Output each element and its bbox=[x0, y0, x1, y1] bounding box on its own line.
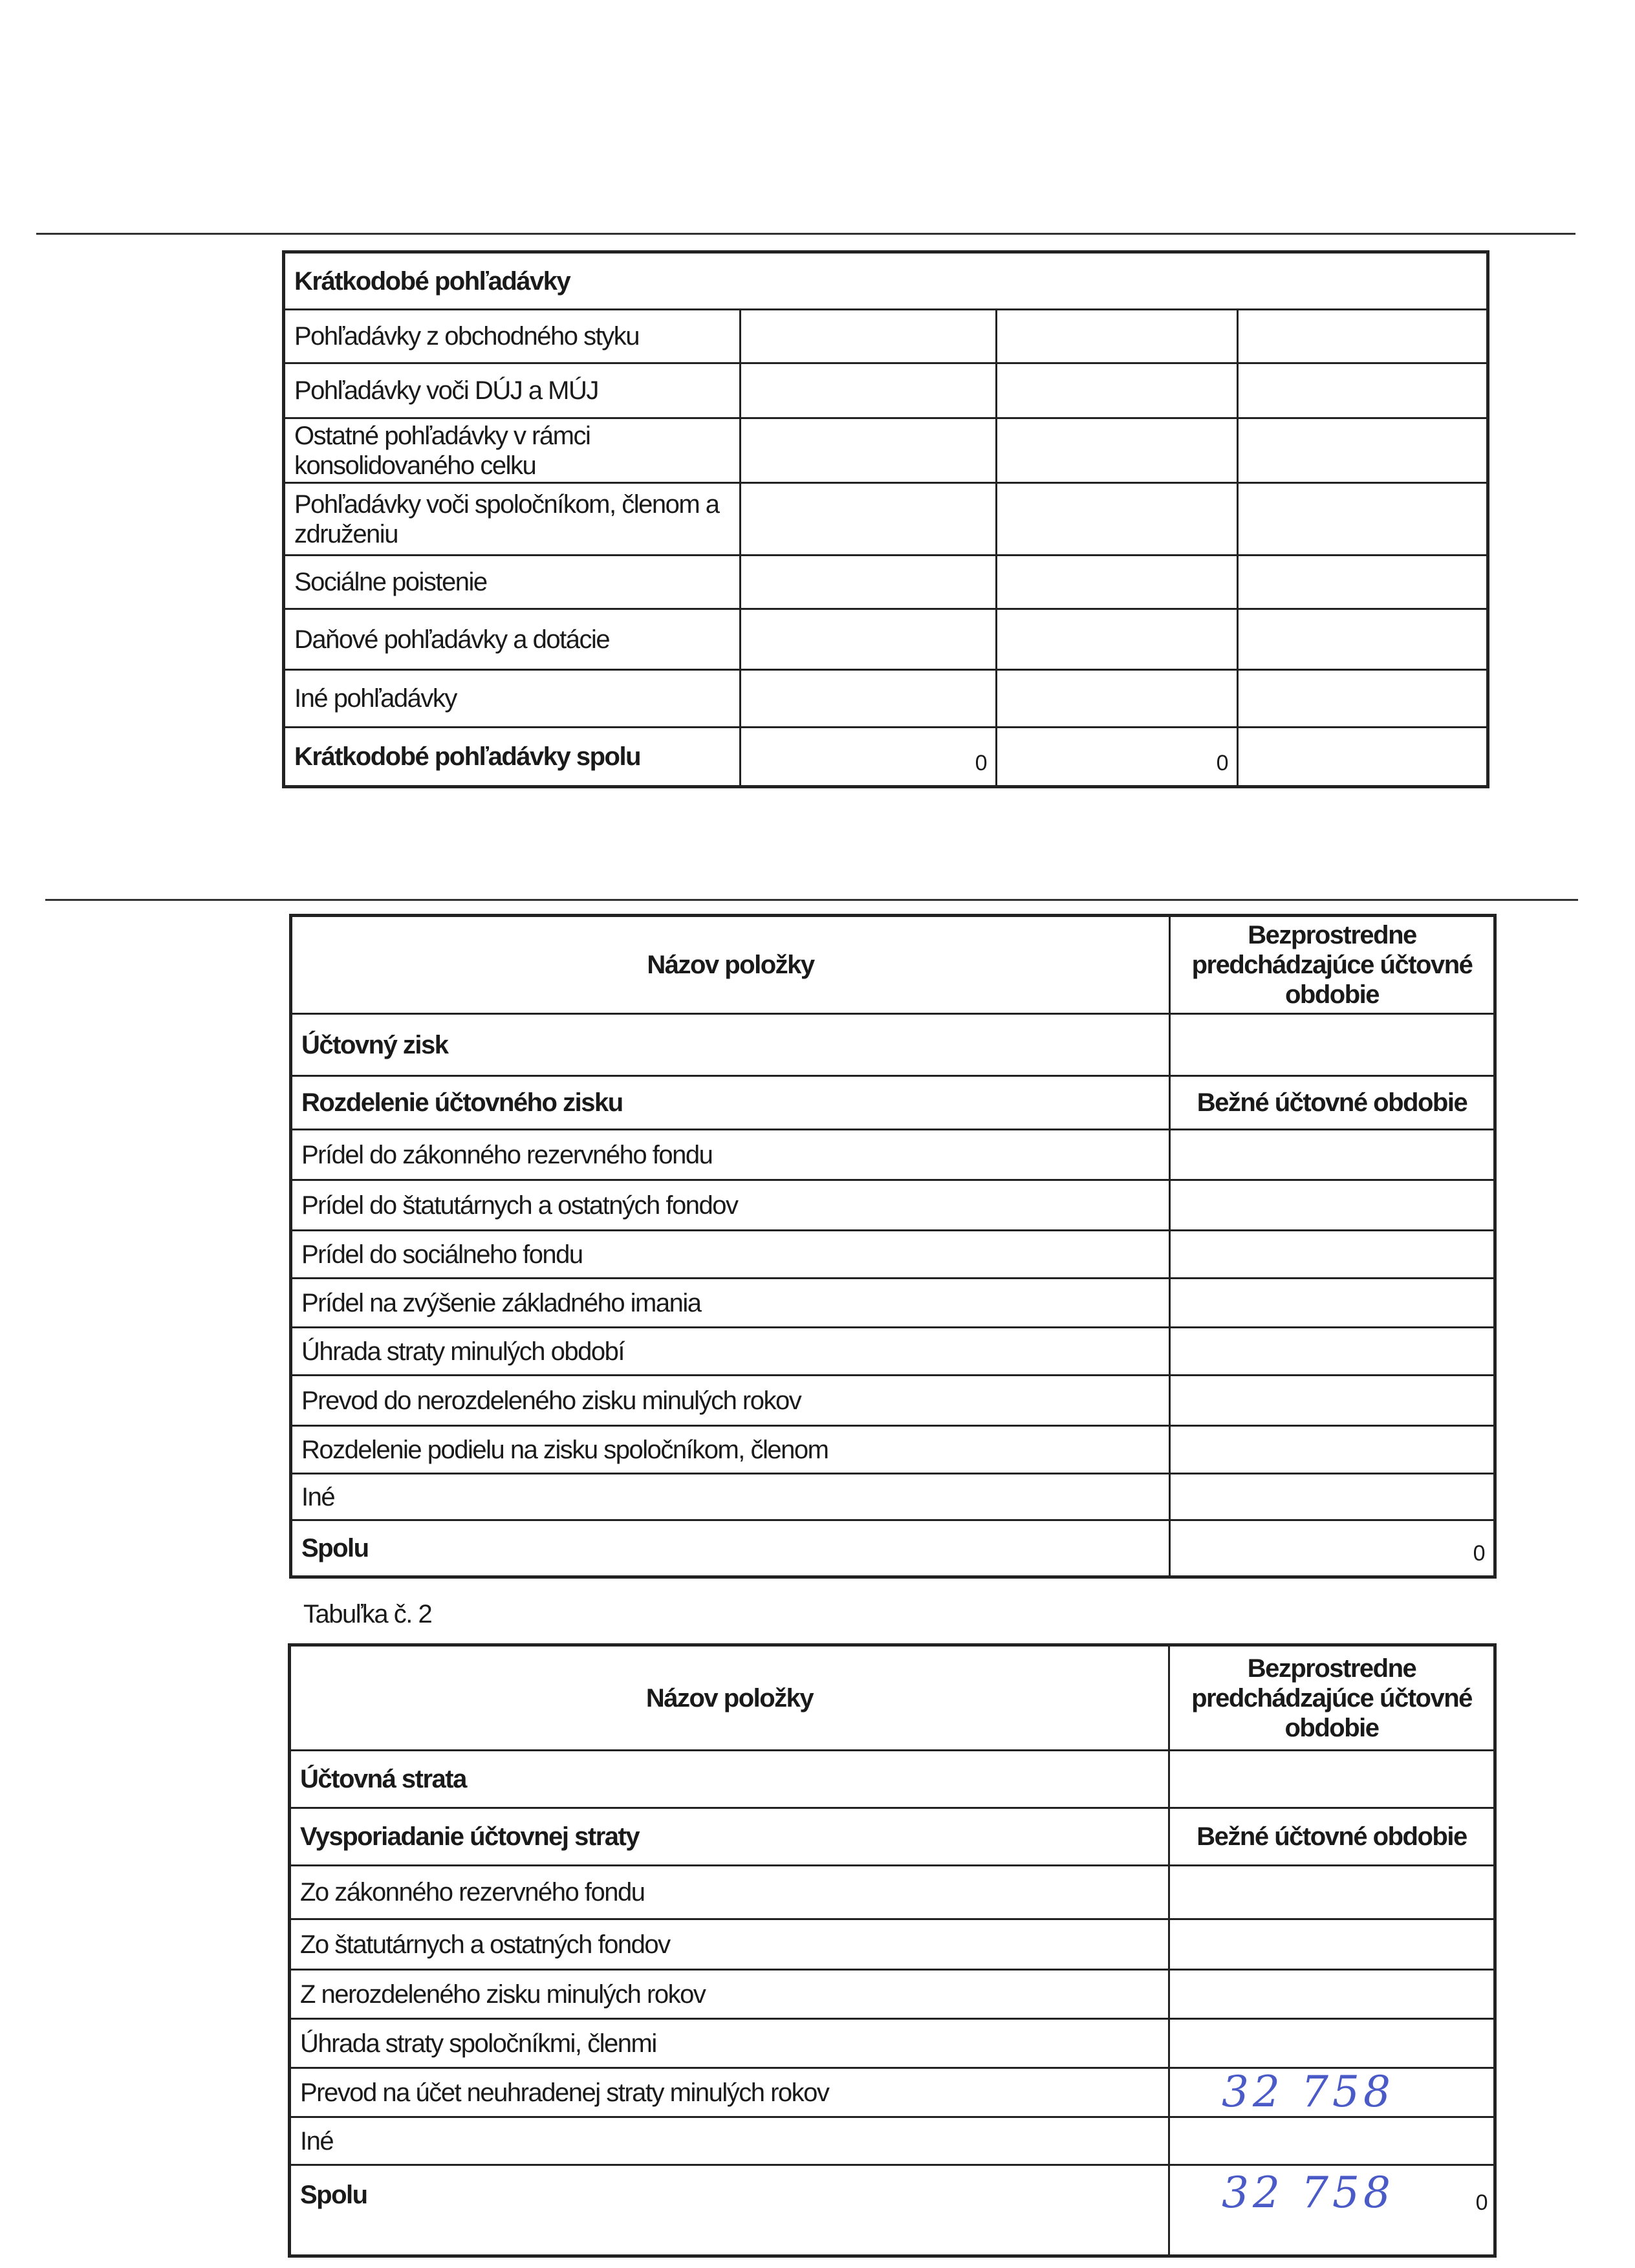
table-row bbox=[290, 1970, 1495, 2019]
row-label: Úhrada straty spoločníkmi, členmi bbox=[290, 2019, 1169, 2068]
table-row bbox=[291, 1474, 1495, 1520]
cell bbox=[1238, 483, 1488, 556]
row-label: Prídel do štatutárnych a ostatných fondov bbox=[291, 1180, 1170, 1231]
total-label: Krátkodobé pohľadávky spolu bbox=[284, 728, 741, 787]
cell bbox=[997, 418, 1238, 483]
cell bbox=[997, 483, 1238, 556]
header-current-period: Bežné účtovné obdobie bbox=[1170, 1076, 1495, 1130]
table-row bbox=[291, 1376, 1495, 1426]
handwritten-value: 32 758 bbox=[1222, 2067, 1394, 2117]
total-row bbox=[291, 1520, 1495, 1577]
row-label: Iné bbox=[290, 2117, 1169, 2165]
total-value: 0 bbox=[997, 728, 1238, 787]
table-row bbox=[291, 1279, 1495, 1328]
cell bbox=[1170, 1376, 1495, 1426]
table-title: Krátkodobé pohľadávky bbox=[284, 252, 1488, 310]
row-label: Iné pohľadávky bbox=[284, 670, 741, 728]
divider-line bbox=[36, 233, 1575, 235]
cell bbox=[1169, 2068, 1495, 2117]
short-term-receivables-table bbox=[282, 250, 1489, 788]
table-row bbox=[284, 418, 1488, 483]
total-cell bbox=[1169, 2165, 1495, 2256]
table-row bbox=[291, 1130, 1495, 1180]
cell bbox=[1169, 1919, 1495, 1970]
header-name: Názov položky bbox=[290, 1645, 1169, 1751]
row-label: Prídel do zákonného rezervného fondu bbox=[291, 1130, 1170, 1180]
cell bbox=[1170, 1180, 1495, 1231]
cell bbox=[1169, 1866, 1495, 1919]
row-label: Účtovná strata bbox=[290, 1751, 1169, 1808]
cell bbox=[1238, 418, 1488, 483]
cell bbox=[1170, 1130, 1495, 1180]
table-row bbox=[291, 1180, 1495, 1231]
cell bbox=[1170, 1474, 1495, 1520]
table-row bbox=[290, 2117, 1495, 2165]
section-label: Vysporiadanie účtovnej straty bbox=[290, 1808, 1169, 1866]
row-label: Iné bbox=[291, 1474, 1170, 1520]
table-row bbox=[284, 310, 1488, 363]
cell bbox=[741, 609, 997, 670]
cell bbox=[741, 483, 997, 556]
header-current-period: Bežné účtovné obdobie bbox=[1169, 1808, 1495, 1866]
table-row bbox=[290, 1919, 1495, 1970]
cell bbox=[1170, 1426, 1495, 1474]
row-label: Ostatné pohľadávky v rámci konsolidovaného celku bbox=[284, 418, 741, 483]
cell bbox=[1238, 670, 1488, 728]
cell bbox=[741, 556, 997, 609]
cell bbox=[1238, 609, 1488, 670]
cell bbox=[1238, 556, 1488, 609]
row-label: Zo štatutárnych a ostatných fondov bbox=[290, 1919, 1169, 1970]
table-row bbox=[284, 363, 1488, 418]
row-label: Daňové pohľadávky a dotácie bbox=[284, 609, 741, 670]
table-row bbox=[284, 483, 1488, 556]
row-label: Pohľadávky voči DÚJ a MÚJ bbox=[284, 363, 741, 418]
row-label: Zo zákonného rezervného fondu bbox=[290, 1866, 1169, 1919]
table-row bbox=[284, 556, 1488, 609]
cell bbox=[1169, 1751, 1495, 1808]
row-label: Sociálne poistenie bbox=[284, 556, 741, 609]
row-label: Pohľadávky voči spoločníkom, členom a združeniu bbox=[284, 483, 741, 556]
cell bbox=[741, 418, 997, 483]
cell bbox=[741, 363, 997, 418]
cell bbox=[1169, 2117, 1495, 2165]
header-previous-period: Bezprostredne predchádzajúce účtovné obdobie bbox=[1169, 1645, 1495, 1751]
table-row bbox=[284, 670, 1488, 728]
cell bbox=[997, 310, 1238, 363]
table-row bbox=[290, 2019, 1495, 2068]
cell bbox=[997, 670, 1238, 728]
cell bbox=[1169, 1970, 1495, 2019]
row-label: Prevod do nerozdeleného zisku minulých rokov bbox=[291, 1376, 1170, 1426]
table-row bbox=[291, 1426, 1495, 1474]
cell bbox=[997, 363, 1238, 418]
cell bbox=[1170, 1014, 1495, 1076]
loss-settlement-table bbox=[288, 1643, 1497, 2258]
row-label: Pohľadávky z obchodného styku bbox=[284, 310, 741, 363]
table-caption: Tabuľka č. 2 bbox=[303, 1600, 432, 1628]
total-value: 0 bbox=[1475, 2190, 1487, 2215]
cell bbox=[1169, 2019, 1495, 2068]
row-label: Z nerozdeleného zisku minulých rokov bbox=[290, 1970, 1169, 2019]
table-row bbox=[290, 2068, 1495, 2117]
table-row bbox=[284, 609, 1488, 670]
section-label: Rozdelenie účtovného zisku bbox=[291, 1076, 1170, 1130]
total-value: 0 bbox=[741, 728, 997, 787]
cell bbox=[1170, 1328, 1495, 1376]
cell bbox=[1238, 310, 1488, 363]
cell bbox=[997, 556, 1238, 609]
row-label: Úhrada straty minulých období bbox=[291, 1328, 1170, 1376]
header-name: Názov položky bbox=[291, 916, 1170, 1014]
table-row bbox=[291, 1231, 1495, 1279]
total-row bbox=[284, 728, 1488, 787]
profit-distribution-table bbox=[289, 914, 1497, 1579]
total-label: Spolu bbox=[291, 1520, 1170, 1577]
divider-line bbox=[45, 899, 1578, 901]
header-previous-period: Bezprostredne predchádzajúce účtovné obdobie bbox=[1170, 916, 1495, 1014]
total-value bbox=[1238, 728, 1488, 787]
cell bbox=[1170, 1279, 1495, 1328]
total-label: Spolu bbox=[290, 2165, 1169, 2256]
row-label: Prevod na účet neuhradenej straty minulých rokov bbox=[290, 2068, 1169, 2117]
cell bbox=[1238, 363, 1488, 418]
total-value: 0 bbox=[1170, 1520, 1495, 1577]
cell bbox=[1170, 1231, 1495, 1279]
table-row bbox=[291, 1328, 1495, 1376]
cell bbox=[741, 670, 997, 728]
cell bbox=[741, 310, 997, 363]
handwritten-total: 32 758 bbox=[1222, 2168, 1394, 2218]
total-row bbox=[290, 2165, 1495, 2256]
row-label: Účtovný zisk bbox=[291, 1014, 1170, 1076]
row-label: Prídel do sociálneho fondu bbox=[291, 1231, 1170, 1279]
table-row bbox=[290, 1866, 1495, 1919]
row-label: Prídel na zvýšenie základného imania bbox=[291, 1279, 1170, 1328]
cell bbox=[997, 609, 1238, 670]
row-label: Rozdelenie podielu na zisku spoločníkom, členom bbox=[291, 1426, 1170, 1474]
